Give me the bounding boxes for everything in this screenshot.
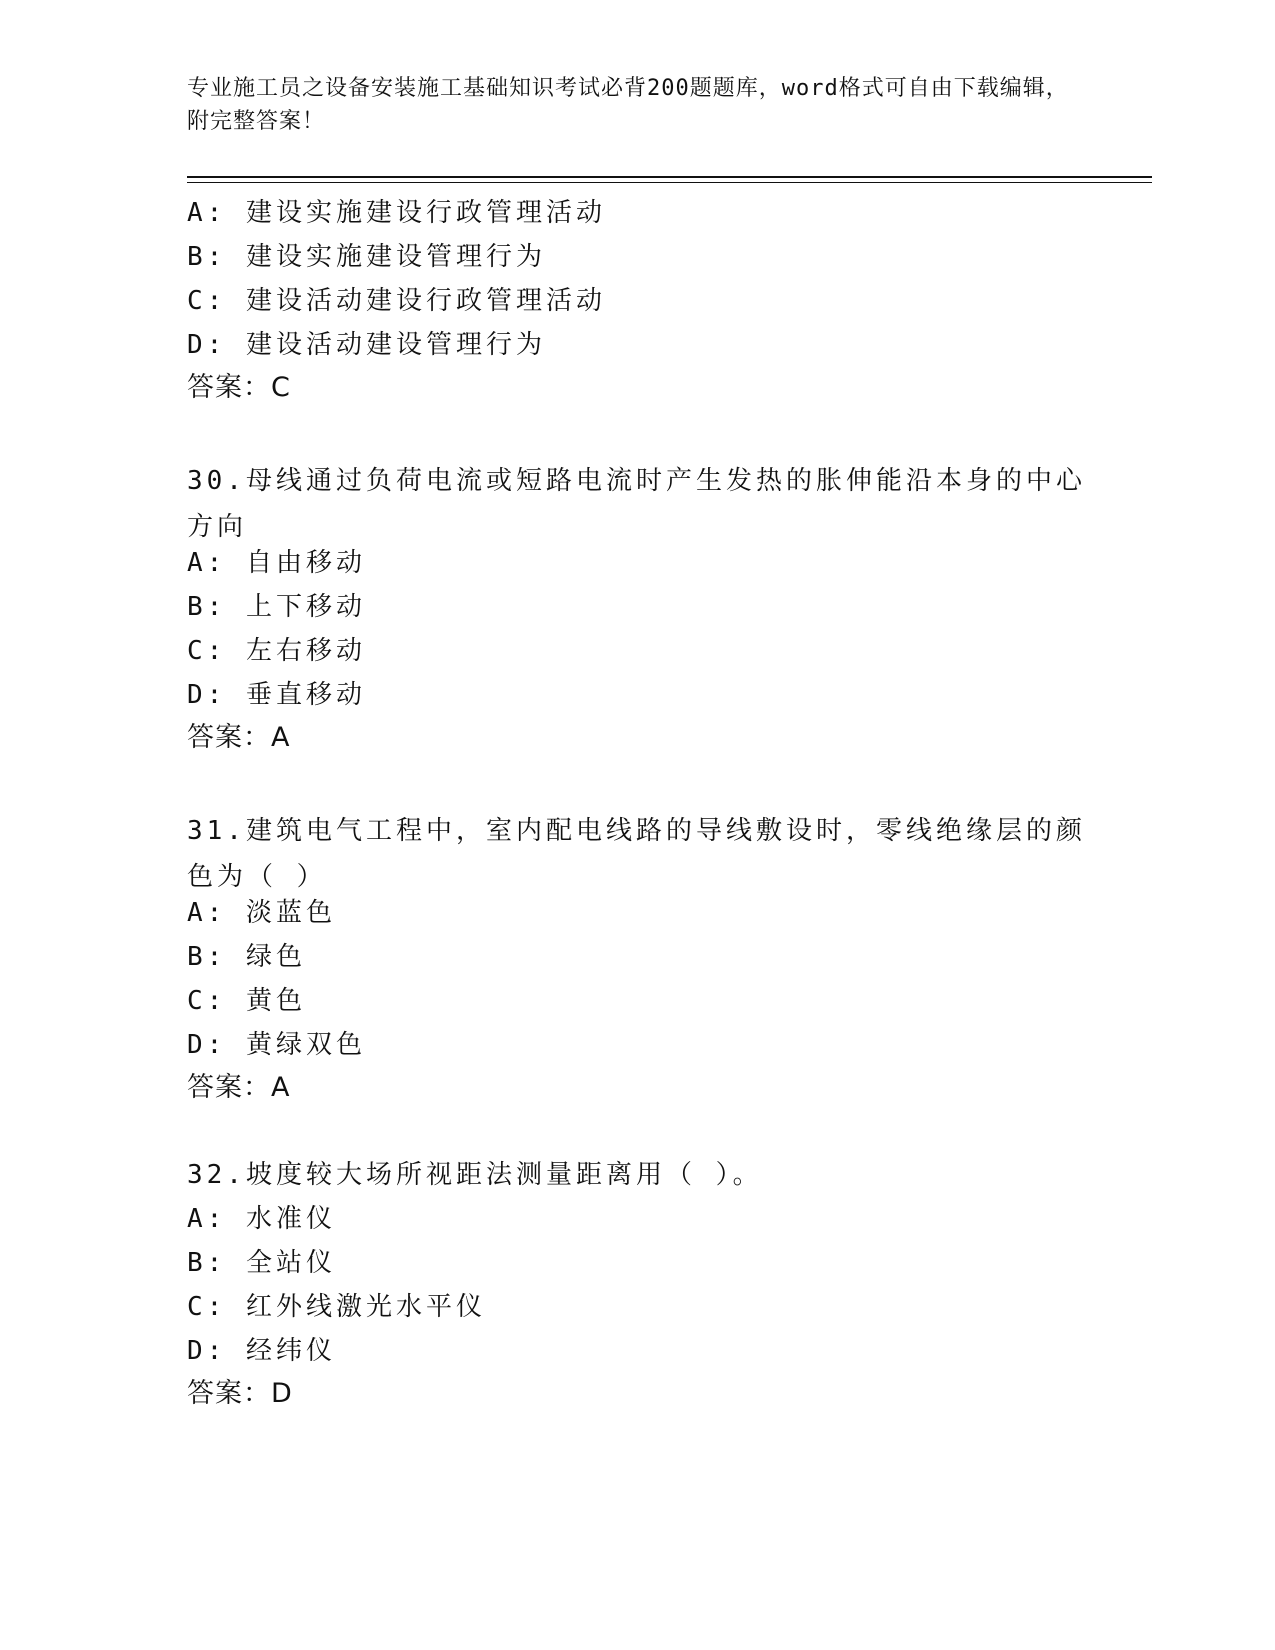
q31-option-b: B: 绿色 <box>187 942 306 972</box>
q32-question: 32.坡度较大场所视距法测量距离用（ ）。 <box>187 1160 763 1190</box>
header-divider-thick <box>187 176 1152 178</box>
q30-option-c: C: 左右移动 <box>187 636 366 666</box>
document-title: 专业施工员之设备安装施工基础知识考试必背200题题库，word格式可自由下载编辑，附完整答案！ <box>187 76 1069 134</box>
q29-option-a: A: 建设实施建设行政管理活动 <box>187 198 606 228</box>
q30-option-b: B: 上下移动 <box>187 592 366 622</box>
q29-option-b: B: 建设实施建设管理行为 <box>187 242 546 272</box>
q32-option-b: B: 全站仪 <box>187 1248 336 1278</box>
q30-option-d: D: 垂直移动 <box>187 680 366 710</box>
q32-option-a: A: 水准仪 <box>187 1204 336 1234</box>
q31-question: 31.建筑电气工程中，室内配电线路的导线敷设时，零线绝缘层的颜色为（ ） <box>187 816 1086 892</box>
q30-option-a: A: 自由移动 <box>187 548 366 578</box>
q29-option-d: D: 建设活动建设管理行为 <box>187 330 546 360</box>
q29-option-c: C: 建设活动建设行政管理活动 <box>187 286 606 316</box>
q31-answer: 答案：A <box>187 1072 291 1103</box>
q29-answer: 答案：C <box>187 372 291 403</box>
q30-answer: 答案：A <box>187 722 291 753</box>
q31-option-d: D: 黄绿双色 <box>187 1030 366 1060</box>
q31-option-a: A: 淡蓝色 <box>187 898 336 928</box>
q32-answer: 答案：D <box>187 1378 293 1409</box>
q32-option-c: C: 红外线激光水平仪 <box>187 1292 486 1322</box>
q31-option-c: C: 黄色 <box>187 986 306 1016</box>
q32-option-d: D: 经纬仪 <box>187 1336 336 1366</box>
header-divider-thin <box>187 182 1152 183</box>
q30-question: 30.母线通过负荷电流或短路电流时产生发热的胀伸能沿本身的中心方向 <box>187 466 1086 542</box>
